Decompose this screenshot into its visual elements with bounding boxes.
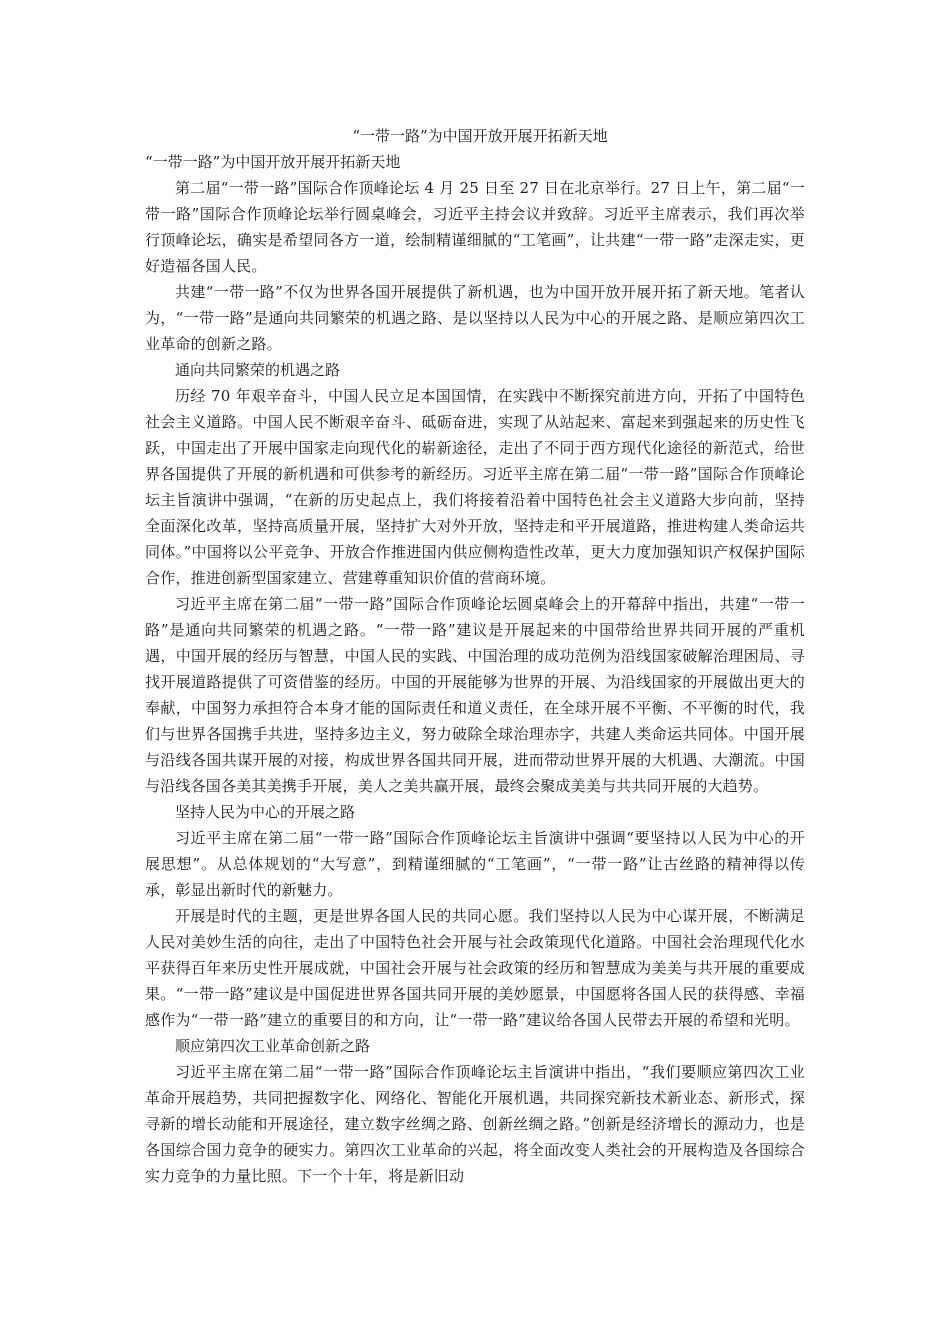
section-heading: 通向共同繁荣的机遇之路 [175, 361, 341, 379]
document-title: “一带一路”为中国开放开展开拓新天地 [352, 127, 608, 145]
paragraph: 习近平主席在第二届“一带一路”国际合作顶峰论坛圆桌峰会上的开幕辞中指出，共建“一带一路”是通向共同繁荣的机遇之路。“一带一路”建议是开展起来的中国带给世界共同开展的严重机遇，中国开展的经历与智慧，中国人民的实践、中国治理的成功范例为沿线国家破解治理困局、寻找开展道路提供了可资借鉴的经历。中国的开展能够为世界的开展、为沿线国家的开展做出更大的奉献，中国努力承担符合本身才能的国际责任和道义责任，在全球开展不平衡、不平衡的时代，我们与世界各国携手共进，坚持多边主义，努力破除全球治理赤字，共建人类命运共同体。中国开展与沿线各国共谋开展的对接，构成世界各国共同开展，进而带动世界开展的大机遇、大潮流。中国与沿线各国各美其美携手开展，美人之美共赢开展，最终会聚成美美与共共同开展的大趋势。 [145, 595, 805, 795]
section-heading: 坚持人民为中心的开展之路 [175, 803, 356, 821]
paragraph: 习近平主席在第二届“一带一路”国际合作顶峰论坛主旨演讲中指出，“我们要顺应第四次工业革命开展趋势，共同把握数字化、网络化、智能化开展机遇，共同探究新技术新业态、新形式，探寻新的增长动能和开展途径，建立数字丝绸之路、创新丝绸之路。”创新是经济增长的源动力，也是各国综合国力竞争的硬实力。第四次工业革命的兴起，将全面改变人类社会的开展构造及各国综合实力竞争的力量比照。下一个十年，将是新旧动 [145, 1063, 805, 1185]
paragraph: 习近平主席在第二届“一带一路”国际合作顶峰论坛主旨演讲中强调“要坚持以人民为中心的开展思想”。从总体规划的“大写意”，到精谨细腻的“工笔画”，“一带一路”让古丝路的精神得以传承，彰显出新时代的新魅力。 [145, 829, 805, 899]
paragraph: 历经 70 年艰辛奋斗，中国人民立足本国国情，在实践中不断探究前进方向，开拓了中国特色社会主义道路。中国人民不断艰辛奋斗、砥砺奋进，实现了从站起来、富起来到强起来的历史性飞跃，中国走出了开展中国家走向现代化的崭新途径，走出了不同于西方现代化途径的新范式，给世界各国提供了开展的新机遇和可供参考的新经历。习近平主席在第二届“一带一路”国际合作顶峰论坛主旨演讲中强调，“在新的历史起点上，我们将接着沿着中国特色社会主义道路大步向前，坚持全面深化改革，坚持高质量开展，坚持扩大对外开放，坚持走和平开展道路，推进构建人类命运共同体。”中国将以公平竞争、开放合作推进国内供应侧构造性改革，更大力度加强知识产权保护国际合作，推进创新型国家建立、营建尊重知识价值的营商环境。 [145, 387, 805, 587]
paragraph: 共建“一带一路”不仅为世界各国开展提供了新机遇，也为中国开放开展开拓了新天地。笔者认为，“一带一路”是通向共同繁荣的机遇之路、是以坚持以人民为中心的开展之路、是顺应第四次工业革命的创新之路。 [145, 283, 805, 353]
document-subtitle: “一带一路”为中国开放开展开拓新天地 [145, 153, 401, 171]
document-page [145, 123, 805, 1189]
paragraph: 第二届“一带一路”国际合作顶峰论坛 4 月 25 日至 27 日在北京举行。27 日上午，第二届“一带一路”国际合作顶峰论坛举行圆桌峰会，习近平主持会议并致辞。习近平主席表示，我们再次举行顶峰论坛，确实是希望同各方一道，绘制精谨细腻的“工笔画”，让共建“一带一路”走深走实，更好造福各国人民。 [145, 179, 805, 275]
section-heading: 顺应第四次工业革命创新之路 [175, 1037, 371, 1055]
paragraph: 开展是时代的主题，更是世界各国人民的共同心愿。我们坚持以人民为中心谋开展，不断满足人民对美妙生活的向往，走出了中国特色社会开展与社会政策现代化道路。中国社会治理现代化水平获得百年来历史性开展成就，中国社会开展与社会政策的经历和智慧成为美美与共开展的重要成果。“一带一路”建议是中国促进世界各国共同开展的美妙愿景，中国愿将各国人民的获得感、幸福感作为“一带一路”建立的重要目的和方向，让“一带一路”建议给各国人民带去开展的希望和光明。 [145, 907, 805, 1029]
